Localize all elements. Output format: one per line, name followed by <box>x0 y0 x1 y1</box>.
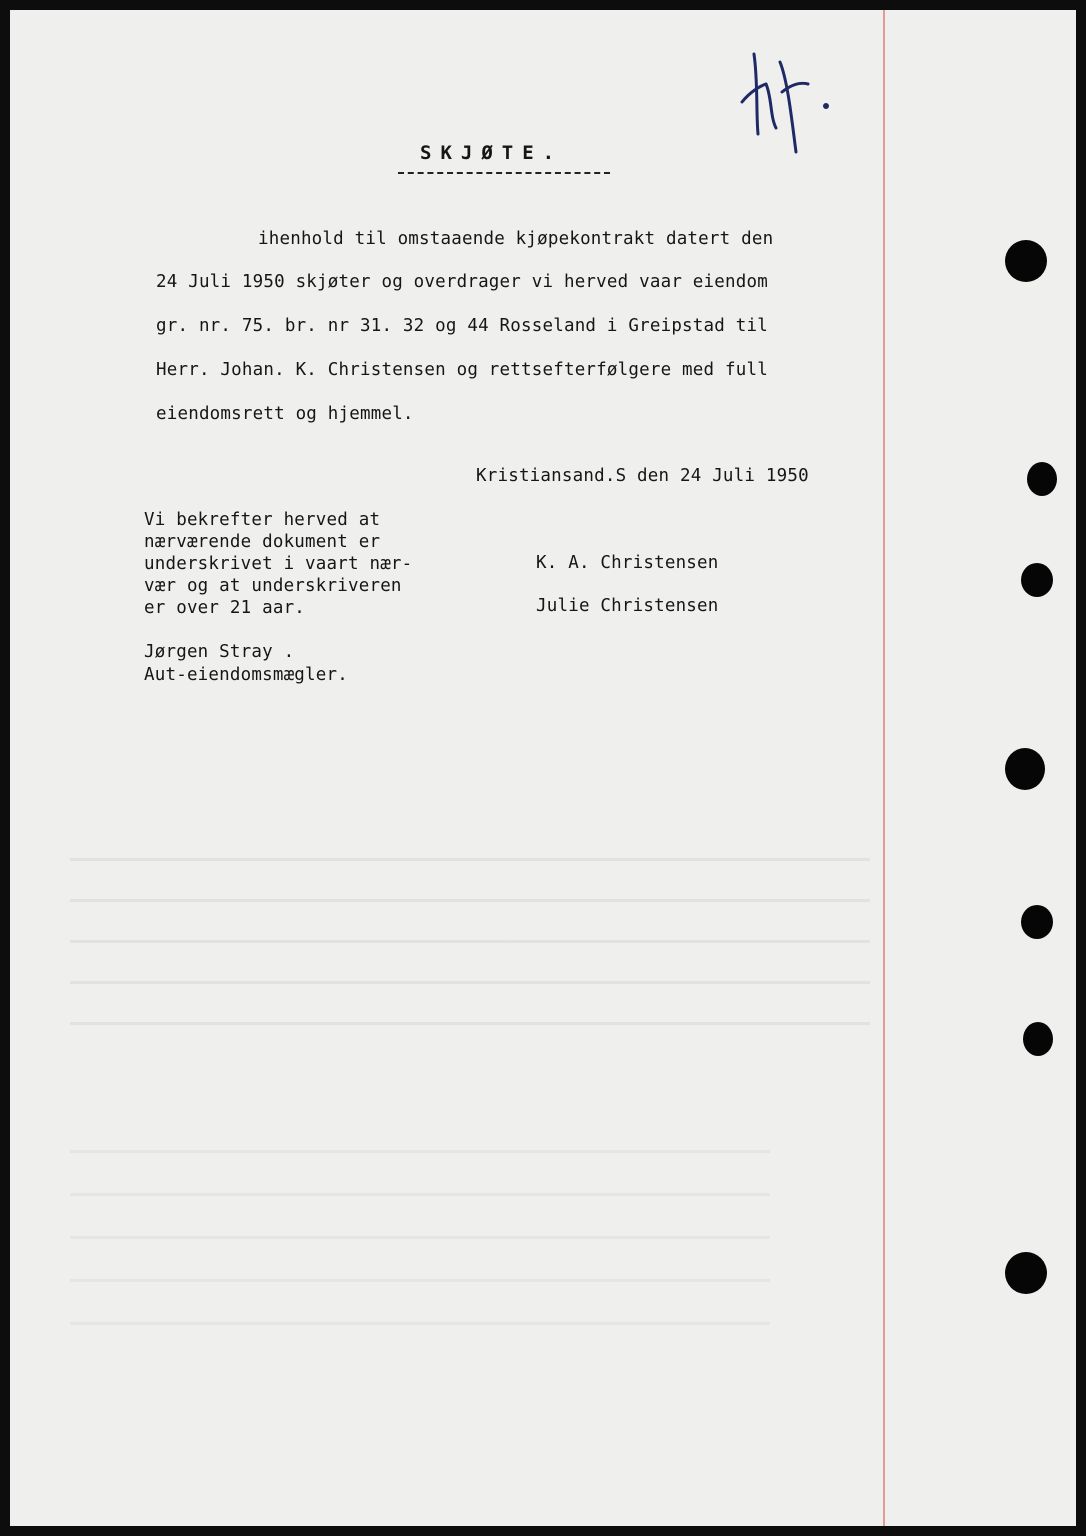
punch-hole-7 <box>1005 1252 1047 1294</box>
body-line-1: ihenhold til omstaaende kjøpekontrakt datert den <box>258 229 774 249</box>
punch-hole-6 <box>1023 1022 1053 1056</box>
witness-line-3: underskrivet i vaart nær- <box>144 554 413 574</box>
show-through-text <box>70 820 870 1050</box>
witness-line-1: Vi bekrefter herved at <box>144 510 381 530</box>
document-title: SKJØTE. <box>420 142 564 164</box>
broker-title: Aut-eiendomsmægler. <box>144 665 348 685</box>
punch-hole-5 <box>1021 905 1053 939</box>
witness-line-5: er over 21 aar. <box>144 598 306 618</box>
punch-hole-1 <box>1005 240 1047 282</box>
signatory-2: Julie Christensen <box>536 596 719 616</box>
punch-hole-3 <box>1021 563 1053 597</box>
body-line-5: eiendomsrett og hjemmel. <box>156 404 414 424</box>
witness-line-4: vær og at underskriveren <box>144 576 402 596</box>
body-line-3: gr. nr. 75. br. nr 31. 32 og 44 Rosseland i Greipstad til <box>156 316 768 336</box>
handwritten-initials-signature <box>736 42 846 162</box>
witness-line-2: nærværende dokument er <box>144 532 381 552</box>
place-date: Kristiansand.S den 24 Juli 1950 <box>476 466 809 486</box>
broker-name: Jørgen Stray . <box>144 642 295 662</box>
show-through-text <box>70 1110 770 1330</box>
margin-line <box>883 10 885 1526</box>
document-page <box>10 10 1076 1526</box>
signatory-1: K. A. Christensen <box>536 553 719 573</box>
punch-hole-4 <box>1005 748 1045 790</box>
title-underline <box>398 172 610 174</box>
body-line-2: 24 Juli 1950 skjøter og overdrager vi herved vaar eiendom <box>156 272 768 292</box>
body-line-4: Herr. Johan. K. Christensen og rettsefterfølgere med full <box>156 360 768 380</box>
punch-hole-2 <box>1027 462 1057 496</box>
